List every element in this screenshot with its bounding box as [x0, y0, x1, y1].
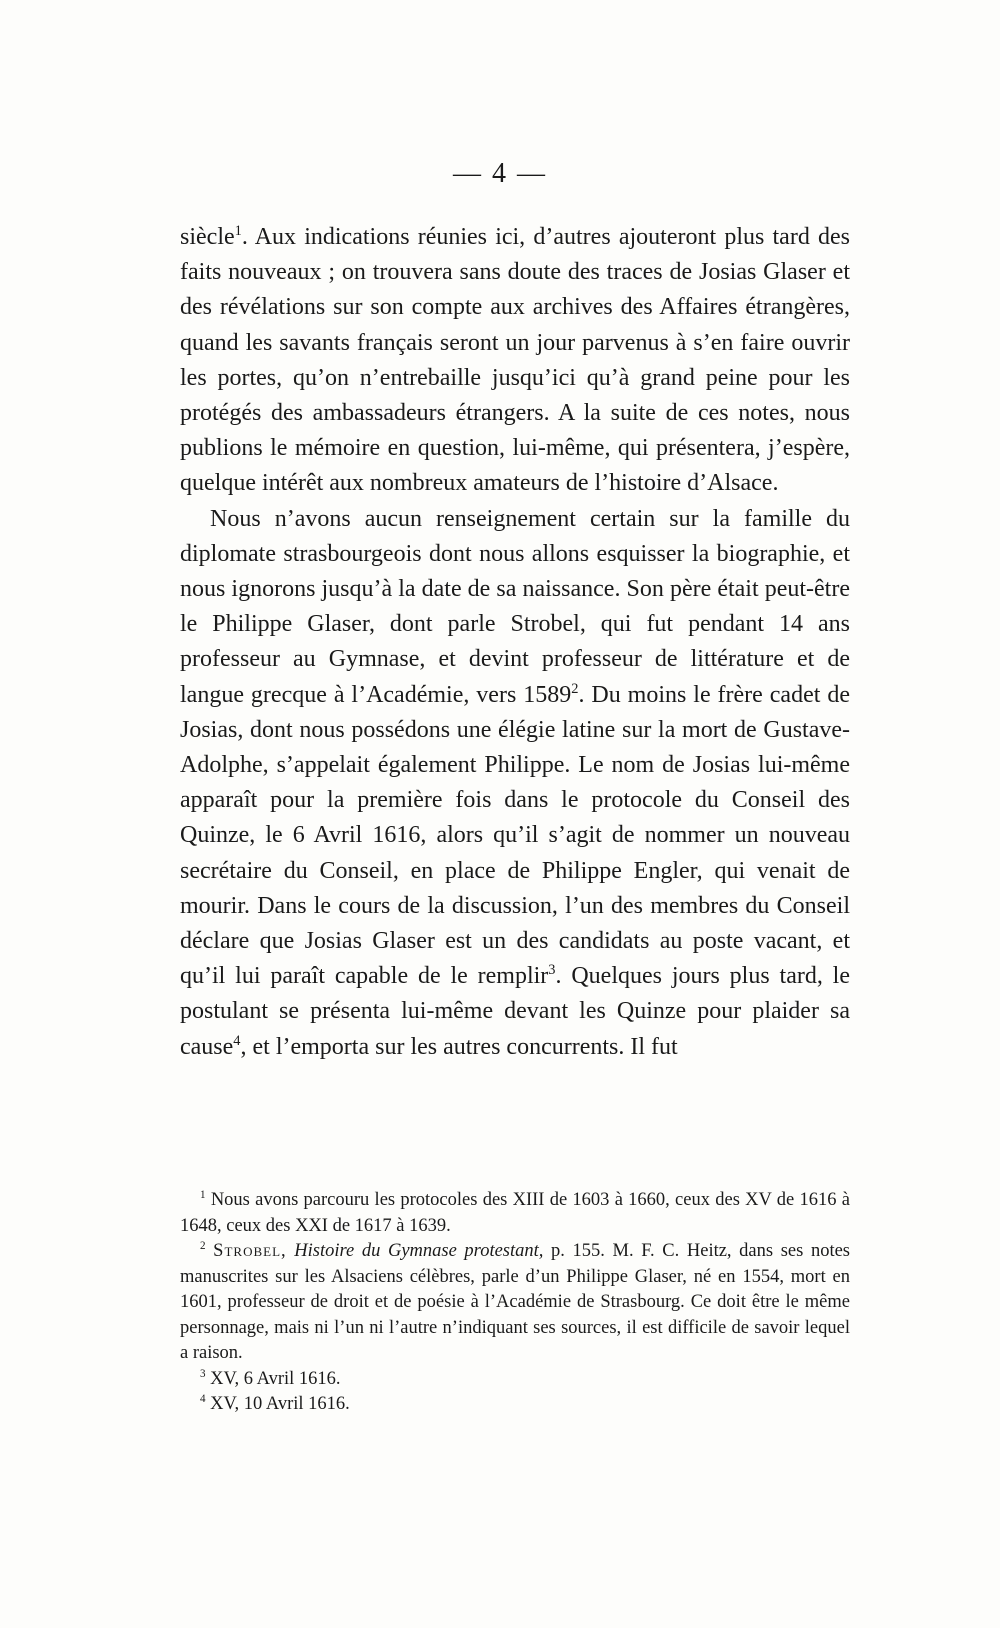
paragraph-2-middle-2: . Quelques jours plus tard, le postulant se présenta lui-même devant les Quinze pour plaider sa cause — [180, 963, 851, 1060]
paragraph-1-start: siècle — [180, 224, 235, 250]
page-number: — 4 — — [453, 158, 547, 189]
body-text — [180, 220, 850, 1065]
paragraph-2-end: , et l’emporta sur les autres concurrents. Il fut — [240, 1033, 678, 1060]
footnote-2-author: Strobel, — [213, 1241, 287, 1261]
footnotes — [180, 1188, 850, 1418]
paragraph-2 — [180, 502, 850, 1065]
footnote-3-mark: 3 — [200, 1367, 206, 1380]
footnote-ref-4: 4 — [233, 1032, 241, 1049]
footnote-2-text: p. 155. M. F. C. Heitz, dans ses notes manuscrites sur les Alsaciens célèbres, parle d’un Philippe Glaser, né en 1554, mort en 1601, professeur de droit et de poésie à l’Académie de Strasbourg. Ce doit être le même personnage, mais ni l’un ni l’autre n’indiquant ses sources, il est difficile de savoir lequel a raison. — [180, 1241, 851, 1363]
footnote-2-title: Histoire du Gymnase protestant, — [294, 1241, 544, 1261]
footnote-3-text: XV, 6 Avril 1616. — [210, 1368, 341, 1389]
paragraph-1-text: . Aux indications réunies ici, d’autres ajouteront plus tard des faits nouveaux ; on trouvera sans doute des traces de Josias Glaser et des révélations sur son compte aux archives des Affaires étrangères, quand les savants français seront un jour parvenus à s’en faire ouvrir les portes, qu’on n’entrebaille jusqu’ici qu’à grand peine pour les protégés des ambassadeurs étrangers. A la suite de ces notes, nous publions le mémoire en question, lui-même, qui présentera, j’espère, quelque intérêt aux nombreux amateurs de l’histoire d’Alsace. — [180, 224, 850, 497]
paragraph-2-middle: . Du moins le frère cadet de Josias, dont nous possédons une élégie latine sur la mort de Gustave-Adolphe, s’appelait également Philippe. Le nom de Josias lui-même apparaît pour la première fois dans le protocole du Conseil des Quinze, le 6 Avril 1616, alors qu’il s’agit de nommer un nouveau secrétaire du Conseil, en place de Philippe Engler, qui venait de mourir. Dans le cours de la discussion, l’un des membres du Conseil déclare que Josias Glaser est un des candidats au poste vacant, et qu’il lui paraît capable de le remplir — [180, 681, 851, 990]
footnote-4 — [180, 1392, 850, 1418]
footnote-1-mark: 1 — [200, 1188, 206, 1201]
footnote-4-mark: 4 — [200, 1392, 206, 1405]
footnote-1 — [180, 1188, 850, 1239]
footnote-ref-3: 3 — [548, 962, 556, 979]
footnote-4-text: XV, 10 Avril 1616. — [210, 1394, 350, 1414]
footnote-ref-2: 2 — [571, 680, 579, 697]
paragraph-1 — [180, 220, 850, 502]
paragraph-2-start: Nous n’avons aucun renseignement certain sur la famille du diplomate strasbourgeois dont nous allons esquisser la biographie, et nous ignorons jusqu’à la date de sa naissance. Son père était peut-être le Philippe Glaser, dont parle Strobel, qui fut pendant 14 ans professeur au Gymnase, et devint professeur de littérature et de langue grecque à l’Académie, vers 1589 — [180, 505, 850, 708]
footnote-2-mark: 2 — [200, 1239, 206, 1252]
footnote-ref-1: 1 — [234, 223, 242, 239]
footnote-3 — [180, 1367, 850, 1393]
footnote-1-text: Nous avons parcouru les protocoles des XIII de 1603 à 1660, ceux des XV de 1616 à 1648, ceux des XXI de 1617 à 1639. — [180, 1190, 850, 1236]
footnote-2 — [180, 1239, 850, 1367]
